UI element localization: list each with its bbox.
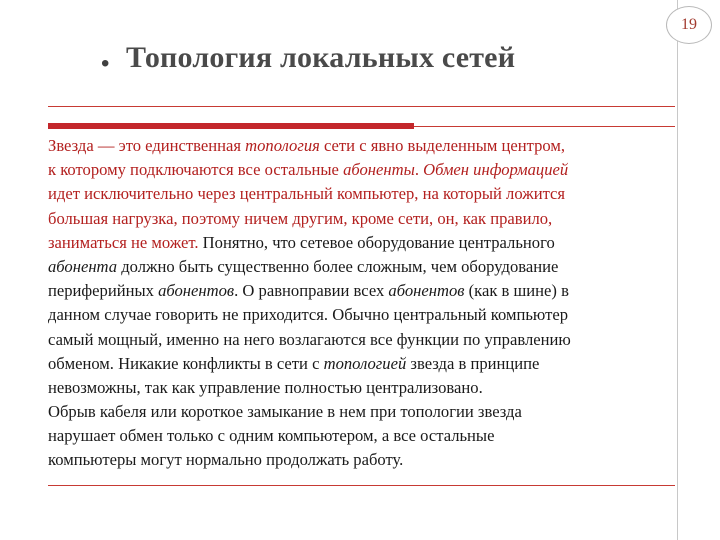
body-text-segment: . О равноправии всех bbox=[234, 281, 389, 301]
body-text-segment: сети с явно выделенным центром, bbox=[319, 136, 566, 155]
body-text-segment: топологией bbox=[323, 353, 407, 373]
body-line bbox=[48, 134, 688, 158]
body-line bbox=[48, 328, 688, 352]
slide-title: Топология локальных сетей bbox=[126, 41, 516, 74]
body-text-segment: абонентов bbox=[388, 281, 465, 301]
body-text-segment: заниматься не может. bbox=[48, 232, 203, 252]
body-text-segment: (как в шине) в bbox=[464, 281, 569, 301]
body-text-segment: периферийных bbox=[48, 281, 159, 301]
body-text-segment: данном случае говорить не приходится. Обычно центральный компьютер bbox=[48, 305, 569, 325]
body-text-segment: обменом. Никакие конфликты в сети с bbox=[48, 353, 324, 373]
body-text-segment: невозможны, так как управление полностью централизовано. bbox=[48, 377, 483, 397]
body-line bbox=[48, 352, 688, 376]
body-text-segment: абонента bbox=[48, 256, 118, 276]
body-line bbox=[48, 279, 688, 303]
body-text-segment: компьютеры могут нормально продолжать работу. bbox=[48, 450, 404, 470]
header-rule-thin bbox=[48, 106, 675, 107]
header-rule-thin-right bbox=[414, 126, 675, 127]
body-line bbox=[48, 448, 688, 472]
body-text-segment: к которому подключаются все остальные bbox=[48, 160, 344, 180]
body-text-segment: Понятно, что сетевое оборудование центрального bbox=[202, 232, 555, 252]
page-number: 19 bbox=[681, 16, 697, 33]
body-line bbox=[48, 255, 688, 279]
body-text-segment: нарушает обмен только с одним компьютером, а все остальные bbox=[48, 426, 495, 446]
body-line bbox=[48, 376, 688, 400]
body-text-segment: большая нагрузка, поэтому ничем другим, кроме сети, он, как правило, bbox=[48, 208, 553, 228]
title-bullet: • bbox=[101, 50, 110, 77]
body-text-segment: звезда в принципе bbox=[406, 353, 540, 373]
footer-rule bbox=[48, 485, 675, 486]
body-line bbox=[48, 303, 688, 327]
body-text-segment: Обмен информацией bbox=[423, 160, 569, 180]
body-line bbox=[48, 207, 688, 231]
body-line bbox=[48, 158, 688, 182]
body-text-segment: должно быть существенно более сложным, чем оборудование bbox=[117, 256, 559, 276]
body-text-segment: абонентов bbox=[158, 281, 235, 301]
body-text-segment: самый мощный, именно на него возлагаются все функции по управлению bbox=[48, 329, 571, 349]
body-text-segment: Звезда — это единственная bbox=[48, 136, 246, 155]
body-line bbox=[48, 400, 688, 424]
body-text-segment: топология bbox=[245, 136, 320, 155]
body-text-segment: абоненты bbox=[343, 160, 415, 180]
body-line bbox=[48, 182, 688, 206]
body-text-segment: . bbox=[414, 160, 424, 180]
body-paragraph bbox=[48, 134, 688, 473]
body-text-segment: идет исключительно через центральный компьютер, на который ложится bbox=[48, 184, 566, 204]
header-rule-thick bbox=[48, 123, 414, 129]
body-text-segment: Обрыв кабеля или короткое замыкание в нем при топологии звезда bbox=[48, 402, 522, 422]
body-line bbox=[48, 231, 688, 255]
body-line bbox=[48, 424, 688, 448]
page-number-badge bbox=[666, 6, 712, 44]
